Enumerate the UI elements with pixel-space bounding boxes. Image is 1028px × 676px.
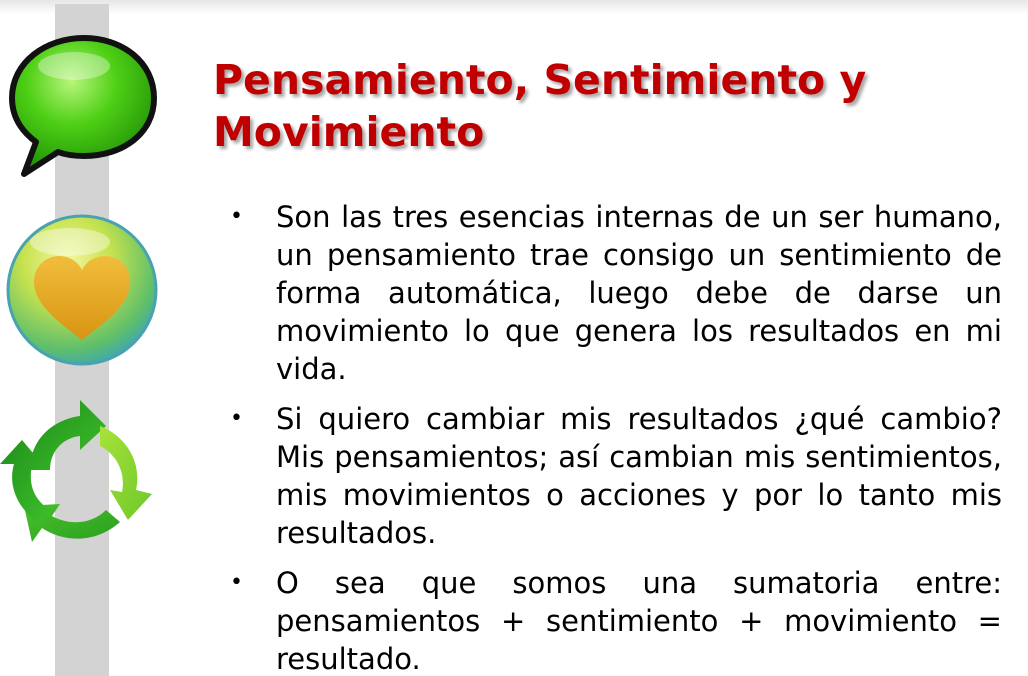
speech-bubble-icon: [4, 32, 164, 182]
bullet-marker: •: [230, 406, 243, 431]
bullet-text: Si quiero cambiar mis resultados ¿qué cambio? Mis pensamientos; así cambian mis sentimientos, mis movimientos o acciones y por lo tanto mis resultados.: [276, 402, 1002, 550]
recycle-arrows-icon: [0, 392, 166, 558]
bullet-marker: •: [230, 570, 243, 595]
list-item: [226, 198, 1002, 388]
list-item: [226, 564, 1002, 676]
bullet-text: O sea que somos una sumatoria entre: pensamientos + sentimiento + movimiento = resultado.: [276, 566, 1002, 676]
bullet-marker: •: [230, 204, 243, 229]
heart-icon: [4, 212, 160, 368]
slide-title: Pensamiento, Sentimiento y Movimiento: [213, 56, 867, 156]
bullet-text: Son las tres esencias internas de un ser humano, un pensamiento trae consigo un sentimiento de forma automática, luego debe de darse un movimiento lo que genera los resultados en mi vida.: [276, 200, 1002, 386]
bullet-list: [226, 198, 1002, 676]
list-item: [226, 400, 1002, 552]
top-shadow: [0, 0, 1028, 14]
